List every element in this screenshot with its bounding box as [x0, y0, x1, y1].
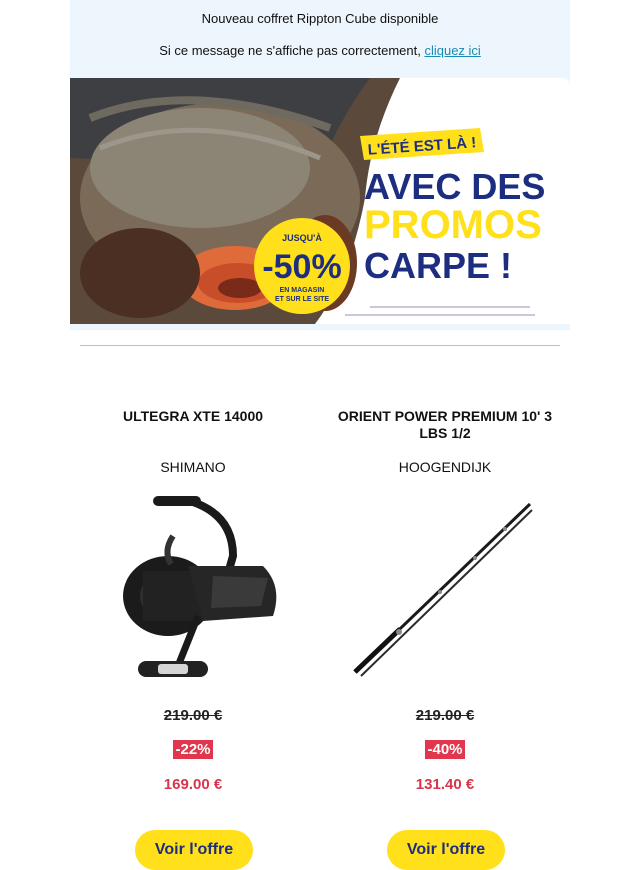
new-price: 169.00 € — [163, 776, 223, 793]
badge-bottom1: EN MAGASIN — [279, 287, 325, 294]
fine-print-line — [370, 306, 530, 308]
carp-photo — [70, 78, 400, 324]
preheader-notice — [70, 43, 570, 58]
discount-badge — [330, 741, 560, 759]
promo-banner[interactable] — [70, 78, 570, 330]
product-card — [78, 408, 308, 858]
fishing-reel-image[interactable] — [93, 496, 293, 686]
banner-line2: PROMOS — [364, 203, 542, 247]
discount-value: -40% — [427, 741, 463, 758]
section-divider — [80, 345, 560, 346]
badge-top: JUSQU'À — [282, 233, 322, 243]
view-offer-button[interactable]: Voir l'offre — [135, 830, 253, 870]
discount-badge — [254, 218, 350, 314]
view-online-link[interactable]: cliquez ici — [424, 43, 481, 58]
product-title[interactable]: ORIENT POWER PREMIUM 10' 3 LBS 1/2 — [337, 408, 553, 441]
product-brand: HOOGENDIJK — [398, 459, 492, 475]
new-price: 131.40 € — [415, 776, 475, 793]
product-card — [330, 408, 560, 858]
badge-value: -50% — [262, 248, 342, 286]
banner-line1: AVEC DES — [364, 166, 546, 207]
view-offer-button[interactable]: Voir l'offre — [387, 830, 505, 870]
old-price: 219.00 € — [163, 707, 223, 724]
badge-bottom2: ET SUR LE SITE — [274, 296, 330, 303]
discount-badge — [78, 741, 308, 759]
old-price: 219.00 € — [415, 707, 475, 724]
fine-print-line — [345, 314, 535, 316]
banner-line3: CARPE ! — [364, 245, 513, 286]
product-brand: SHIMANO — [160, 459, 226, 475]
discount-value: -22% — [175, 741, 211, 758]
fishing-rod-image[interactable] — [345, 496, 545, 686]
kicker-text: L'ÉTÉ EST LÀ ! — [367, 134, 477, 159]
preheader-headline: Nouveau coffret Rippton Cube disponible — [201, 11, 439, 26]
preheader — [70, 0, 570, 78]
notice-text: Si ce message ne s'affiche pas correctement, — [159, 43, 425, 58]
product-title[interactable]: ULTEGRA XTE 14000 — [122, 408, 264, 424]
